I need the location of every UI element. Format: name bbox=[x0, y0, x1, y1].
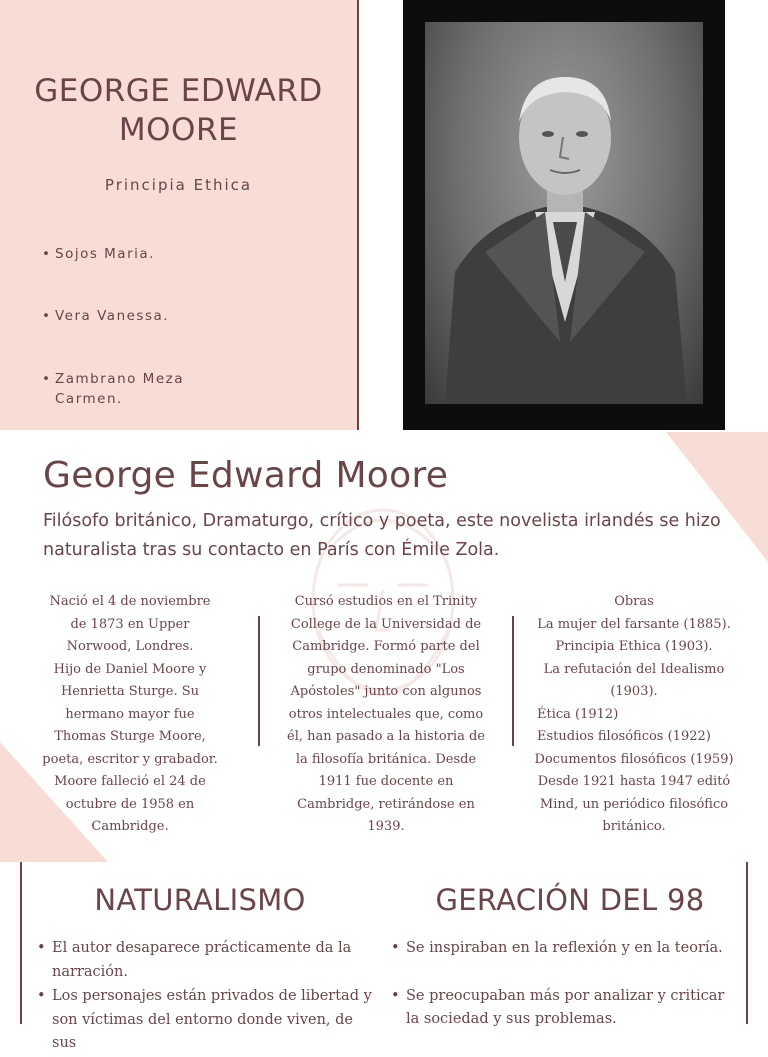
portrait-photo bbox=[403, 0, 725, 430]
portrait-figure-icon bbox=[425, 22, 703, 404]
cover-title-line1: GEORGE EDWARD bbox=[34, 73, 323, 109]
bottom-border-right bbox=[746, 862, 748, 1024]
bio-column-works: Obras La mujer del farsante (1885). Principia Ethica (1903). La refutación del Idealismo (1903). Ética (1912) Estudios filosóficos (1922) Documentos filosóficos (1959) Desde 1921 hasta 1947 editó Mind, un periódico filosófico británico. bbox=[534, 594, 734, 834]
cover-divider bbox=[357, 0, 359, 430]
generacion-list bbox=[391, 937, 731, 1033]
cover-title-line2: MOORE bbox=[118, 112, 239, 148]
list-item: • El autor desaparece prácticamente da la narración. bbox=[37, 937, 377, 984]
bio-lead: Filósofo británico, Dramaturgo, crítico y poeta, este novelista irlandés se hizo naturalista tras su contacto en París con Émile Zola. bbox=[43, 511, 721, 560]
list-item: • Los personajes están privados de libertad y son víctimas del entorno donde viven, de sus bbox=[37, 985, 377, 1056]
author-item: • Sojos Maria. bbox=[42, 246, 155, 262]
cover-title bbox=[0, 72, 357, 150]
generacion-title: GERACIÓN DEL 98 bbox=[435, 883, 705, 917]
naturalismo-list bbox=[37, 937, 377, 1057]
cover-subtitle: Principia Ethica bbox=[104, 176, 253, 194]
bio-column-birth: Nació el 4 de noviembre de 1873 en Upper Norwood, Londres. Hijo de Daniel Moore y Henrietta Sturge. Su hermano mayor fue Thomas Sturge Moore, poeta, escritor y grabador. Moore falleció el 24 de octubre de 1958 en Cambridge. bbox=[42, 594, 218, 834]
list-item: • Se preocupaban más por analizar y criticar la sociedad y sus problemas. bbox=[391, 985, 731, 1032]
bio-title: George Edward Moore bbox=[43, 455, 449, 496]
author-item: • Zambrano Meza Carmen. bbox=[42, 371, 184, 407]
bio-column-studies: Cursó estudios en el Trinity College de la Universidad de Cambridge. Formó parte del grupo denominado "Los Apóstoles" junto con algunos otros intelectuales que, como él, han pasado a la historia de la filosofía británica. Desde 1911 fue docente en Cambridge, retirándose en 1939. bbox=[287, 594, 485, 834]
naturalismo-title: NATURALISMO bbox=[94, 883, 306, 917]
bottom-border-left bbox=[20, 862, 22, 1024]
portrait-image bbox=[425, 22, 703, 404]
column-divider bbox=[512, 616, 514, 746]
column-divider bbox=[258, 616, 260, 746]
author-item: • Vera Vanessa. bbox=[42, 308, 170, 324]
cover-panel bbox=[0, 0, 357, 430]
list-item: • Se inspiraban en la reflexión y en la teoría. bbox=[391, 937, 731, 961]
